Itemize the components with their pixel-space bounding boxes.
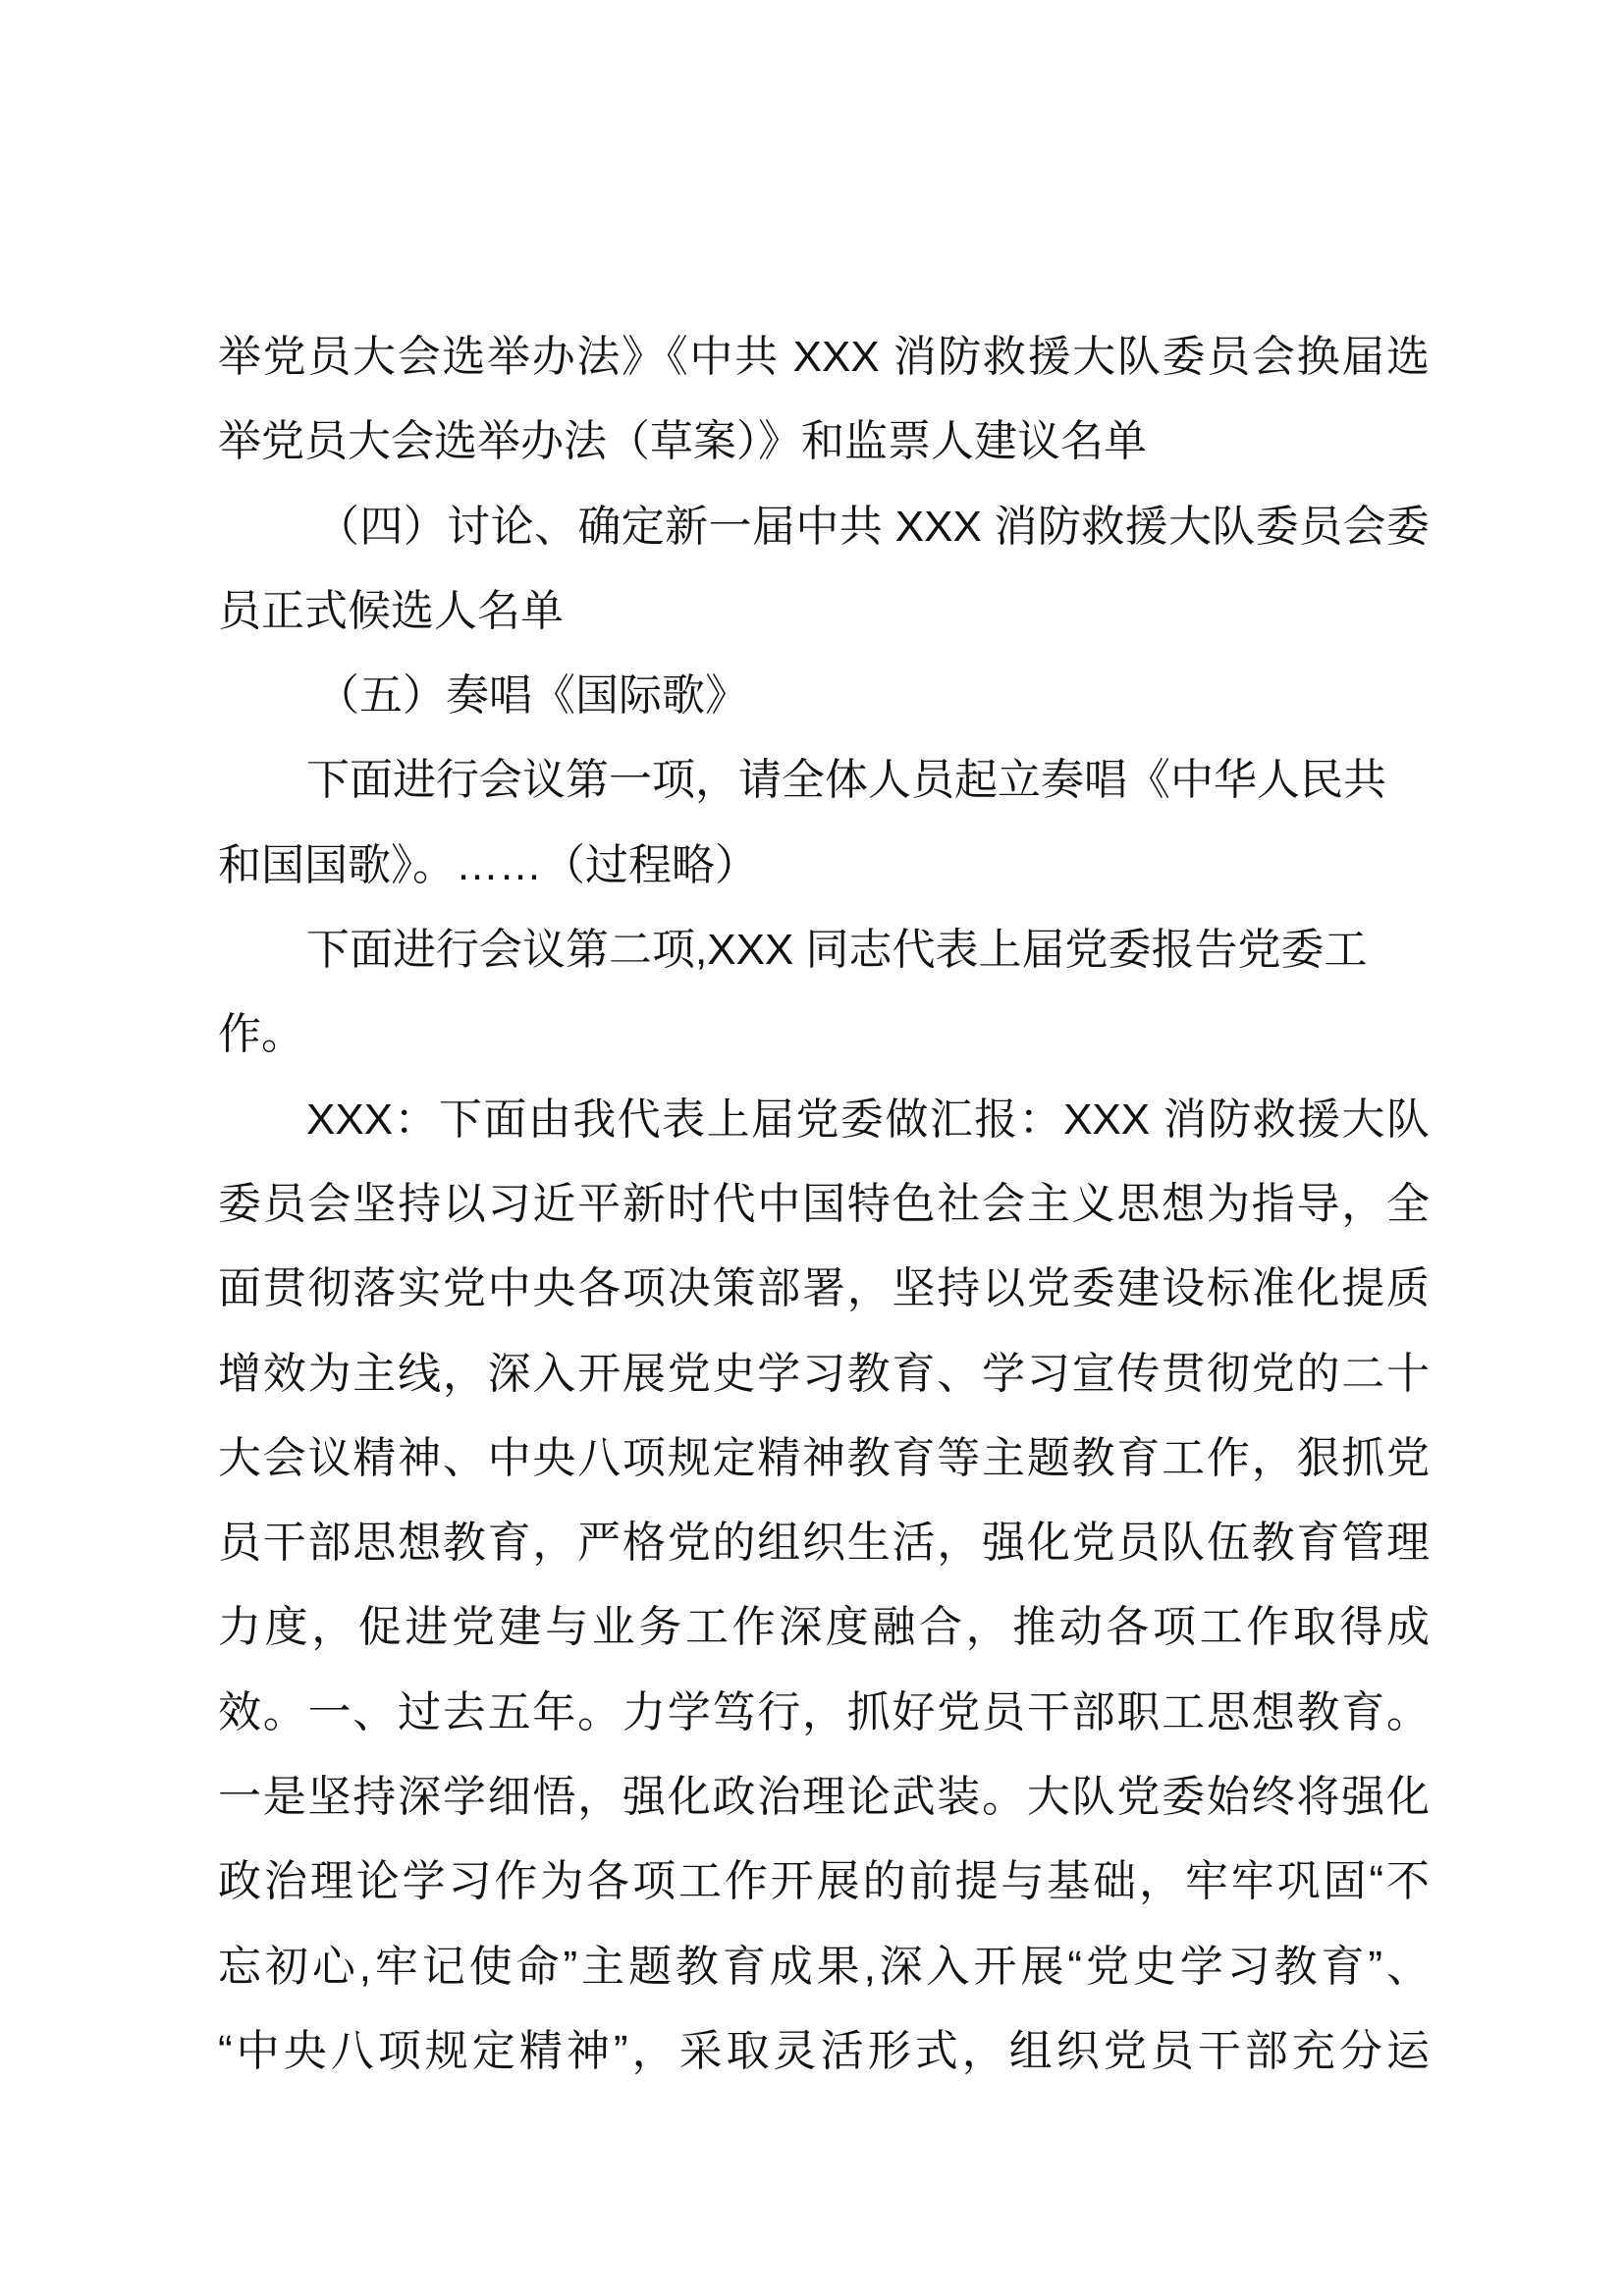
text-line: 员正式候选人名单 <box>218 586 564 635</box>
paragraph-start: XXX：下面由我代表上届党委做汇报：XXX 消防救援大队 <box>306 1095 1430 1144</box>
text-line: 作。 <box>218 1010 304 1059</box>
text-line: 和国国歌》。……（过程略） <box>218 840 758 889</box>
text-line: 面贯彻落实党中央各项决策部署，坚持以党委建设标准化提质 <box>218 1264 1430 1313</box>
agenda-item-4: （四）讨论、确定新一届中共 XXX 消防救援大队委员会委 <box>316 502 1430 551</box>
text-line: 举党员大会选举办法（草案）》和监票人建议名单 <box>218 417 1147 466</box>
text-line: 增效为主线，深入开展党史学习教育、学习宣传贯彻党的二十 <box>218 1349 1430 1398</box>
document-body <box>218 315 1430 2094</box>
agenda-item-5: （五）奏唱《国际歌》 <box>316 671 748 721</box>
text-line: 员干部思想教育，严格党的组织生活，强化党员队伍教育管理 <box>218 1519 1430 1568</box>
text-line: 忘初心,牢记使命”主题教育成果,深入开展“党史学习教育”、 <box>218 1942 1430 1991</box>
paragraph-start: 下面进行会议第二项,XXX 同志代表上届党委报告党委工 <box>306 926 1368 975</box>
text-line: 大会议精神、中央八项规定精神教育等主题教育工作，狠抓党 <box>218 1433 1430 1482</box>
text-line: 委员会坚持以习近平新时代中国特色社会主义思想为指导，全 <box>218 1179 1430 1228</box>
text-line: 政治理论学习作为各项工作开展的前提与基础，牢牢巩固“不 <box>218 1857 1430 1906</box>
text-line: 力度，促进党建与业务工作深度融合，推动各项工作取得成 <box>218 1603 1430 1652</box>
text-line: 举党员大会选举办法》《中共 XXX 消防救援大队委员会换届选 <box>218 333 1430 381</box>
text-line: 一是坚持深学细悟，强化政治理论武装。大队党委始终将强化 <box>218 1773 1430 1822</box>
text-line: 效。一、过去五年。力学笃行，抓好党员干部职工思想教育。 <box>218 1687 1430 1736</box>
text-line: “中央八项规定精神”，采取灵活形式，组织党员干部充分运 <box>218 2026 1430 2075</box>
paragraph-start: 下面进行会议第一项，请全体人员起立奏唱《中华人民共 <box>306 756 1386 805</box>
